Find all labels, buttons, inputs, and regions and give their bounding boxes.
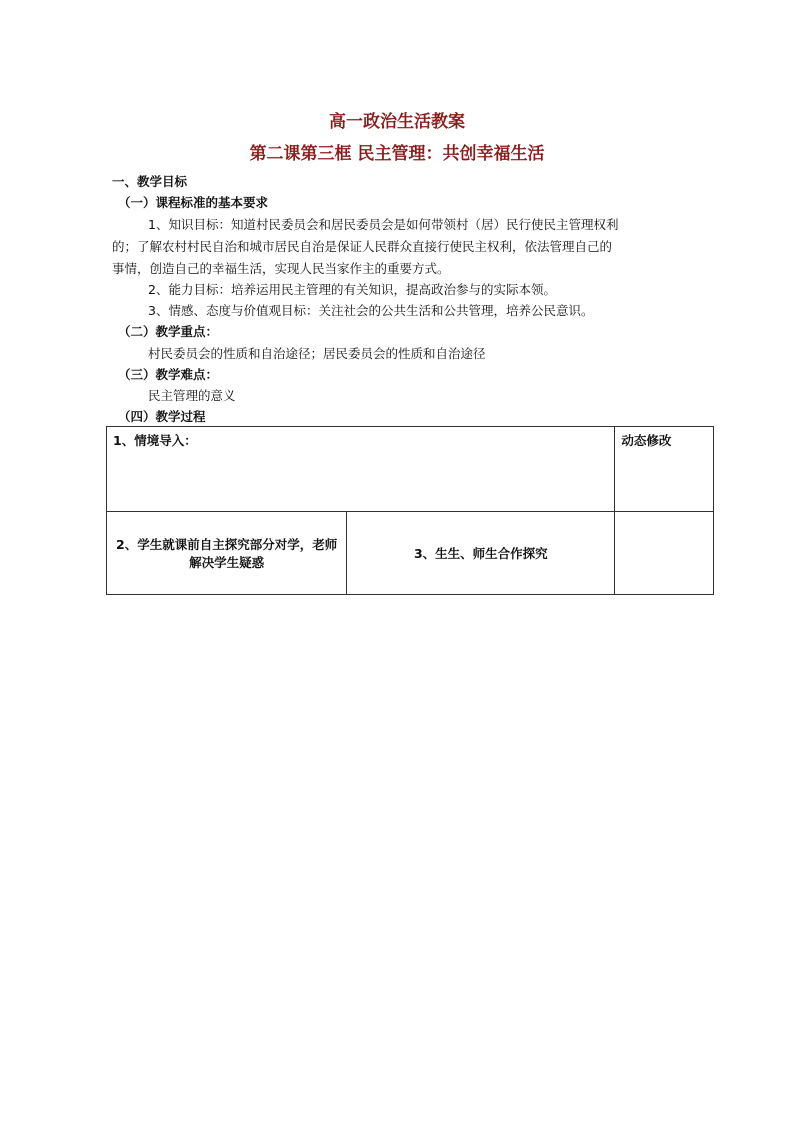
knowledge-goal-line1: 1、知识目标：知道村民委员会和居民委员会是如何带领村（居）民行使民主管理权利: [148, 217, 619, 232]
intro-cell: 1、情境导入：: [107, 427, 615, 512]
table-row: [107, 427, 714, 512]
knowledge-goal-line2: 的；了解农村村民自治和城市居民自治是保证人民群众直接行使民主权利，依法管理自己的: [112, 239, 613, 254]
attitude-goal: 3、情感、态度与价值观目标：关注社会的公共生活和公共管理，培养公民意识。: [148, 303, 594, 318]
difficulties-text: 民主管理的意义: [148, 388, 236, 403]
knowledge-goal-line3: 事情，创造自己的幸福生活，实现人民当家作主的重要方式。: [112, 261, 450, 276]
key-points-text: 村民委员会的性质和自治途径；居民委员会的性质和自治途径: [148, 346, 486, 361]
dynamic-edit-cell: 动态修改: [615, 427, 714, 512]
teaching-process-table: [106, 426, 714, 595]
table-row: [107, 512, 714, 595]
process-heading: （四）教学过程: [118, 409, 206, 424]
key-points-heading: （二）教学重点：: [118, 324, 219, 339]
self-study-cell: 2、学生就课前自主探究部分对学，老师解决学生疑惑: [107, 512, 347, 595]
lesson-subtitle: 第二课第三框 民主管理：共创幸福生活: [249, 144, 545, 164]
standards-heading: （一）课程标准的基本要求: [118, 195, 269, 210]
section-heading-objectives: 一、教学目标: [112, 174, 188, 189]
empty-cell: [615, 512, 714, 595]
ability-goal: 2、能力目标：培养运用民主管理的有关知识，提高政治参与的实际本领。: [148, 282, 556, 297]
cooperate-cell: 3、生生、师生合作探究: [347, 512, 615, 595]
difficulties-heading: （三）教学难点：: [118, 367, 219, 382]
document-title: 高一政治生活教案: [329, 112, 465, 132]
